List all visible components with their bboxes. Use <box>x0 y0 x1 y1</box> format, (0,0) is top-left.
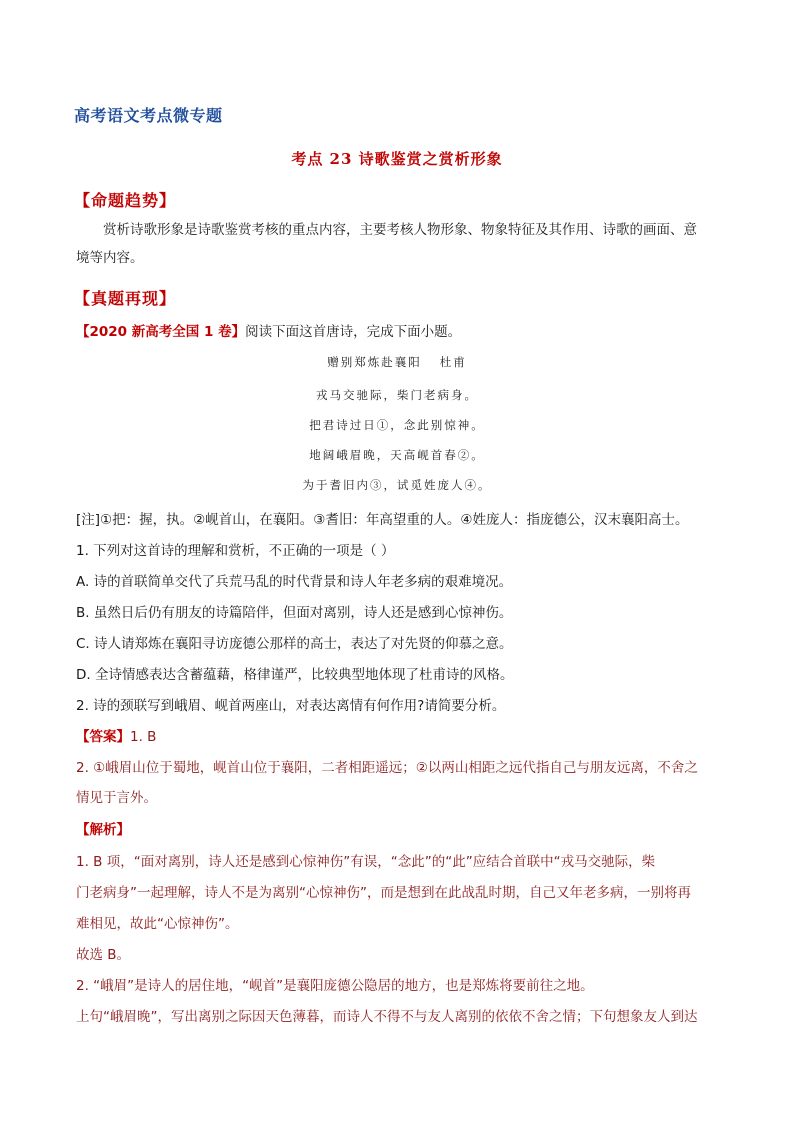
answer-2-line-1: 2. ①峨眉山位于蜀地，岘首山位于襄阳，二者相距遥远；②以两山相距之远代指自己与朋友远离，不舍之 <box>76 760 698 776</box>
option-a: A. 诗的首联简单交代了兵荒马乱的时代背景和诗人年老多病的艰难境况。 <box>76 574 513 590</box>
answer-2-line-2: 情见于言外。 <box>76 790 157 806</box>
poem-title: 赠别郑炼赴襄阳 <box>327 355 422 369</box>
analysis-2-line-1: 2. “峨眉”是诗人的居住地，“岘首”是襄阳庞德公隐居的地方，也是郑炼将要前往之地。 <box>76 978 594 994</box>
poem-line-4: 为于耆旧内③，试觅姓庞人④。 <box>302 478 492 492</box>
analysis-1-line-3: 难相见，故此“心惊神伤”。 <box>76 916 239 932</box>
analysis-1-line-4: 故选 B。 <box>76 947 131 963</box>
analysis-1-line-2: 门老病身”一起理解，诗人不是为离别“心惊神伤”，而是想到在此战乱时期，自己又年老多病，一别将再 <box>76 885 691 901</box>
real-exam-heading: 【真题再现】 <box>74 289 177 308</box>
answer-1: 1. B <box>130 729 157 745</box>
option-c: C. 诗人请郑炼在襄阳寻访庞德公那样的高士，表达了对先贤的仰慕之意。 <box>76 636 513 652</box>
trend-heading: 【命题趋势】 <box>74 191 177 210</box>
poem-line-2: 把君诗过日①，念此别惊神。 <box>309 418 485 432</box>
option-d: D. 全诗情感表达含蓄蕴藉，格律谨严，比较典型地体现了杜甫诗的风格。 <box>76 667 514 683</box>
question-1: 1. 下列对这首诗的理解和赏析，不正确的一项是（ ） <box>76 543 395 559</box>
analysis-2-line-2: 上句“峨眉晚”，写出离别之际因天色薄暮，而诗人不得不与友人离别的依依不舍之情；下句想象友人到达 <box>76 1009 698 1025</box>
answer-block <box>76 728 736 746</box>
option-b: B. 虽然日后仍有朋友的诗篇陪伴，但面对离别，诗人还是感到心惊神伤。 <box>76 605 513 621</box>
trend-text-line-2: 境等内容。 <box>76 250 144 266</box>
question-2: 2. 诗的颈联写到峨眉、岘首两座山，对表达离情有何作用?请简要分析。 <box>76 698 506 714</box>
poem-note: [注]①把：握，执。②岘首山，在襄阳。③耆旧：年高望重的人。④姓庞人：指庞德公，汉末襄阳高士。 <box>76 512 689 528</box>
poem-author: 杜甫 <box>439 355 467 369</box>
poem-line-3: 地阔峨眉晚，天高岘首春②。 <box>309 448 485 462</box>
poem-line-1: 戎马交驰际，柴门老病身。 <box>316 388 478 402</box>
analysis-1-line-1: 1. B 项，“面对离别，诗人还是感到心惊神伤”有误，“念此”的“此”应结合首联中“戎马交驰际，柴 <box>76 854 656 870</box>
exam-instruction: 阅读下面这首唐诗，完成下面小题。 <box>245 324 462 340</box>
exam-intro <box>76 323 736 341</box>
topic-title: 考点 23 诗歌鉴赏之赏析形象 <box>291 150 503 168</box>
poem-heading <box>0 354 794 370</box>
series-title: 高考语文考点微专题 <box>74 106 223 125</box>
trend-text-line-1: 赏析诗歌形象是诗歌鉴赏考核的重点内容，主要考核人物形象、物象特征及其作用、诗歌的画面、意 <box>103 222 697 238</box>
answer-label: 【答案】 <box>76 729 130 745</box>
exam-source: 【2020 新高考全国 1 卷】 <box>76 324 246 340</box>
analysis-label: 【解析】 <box>76 822 130 838</box>
